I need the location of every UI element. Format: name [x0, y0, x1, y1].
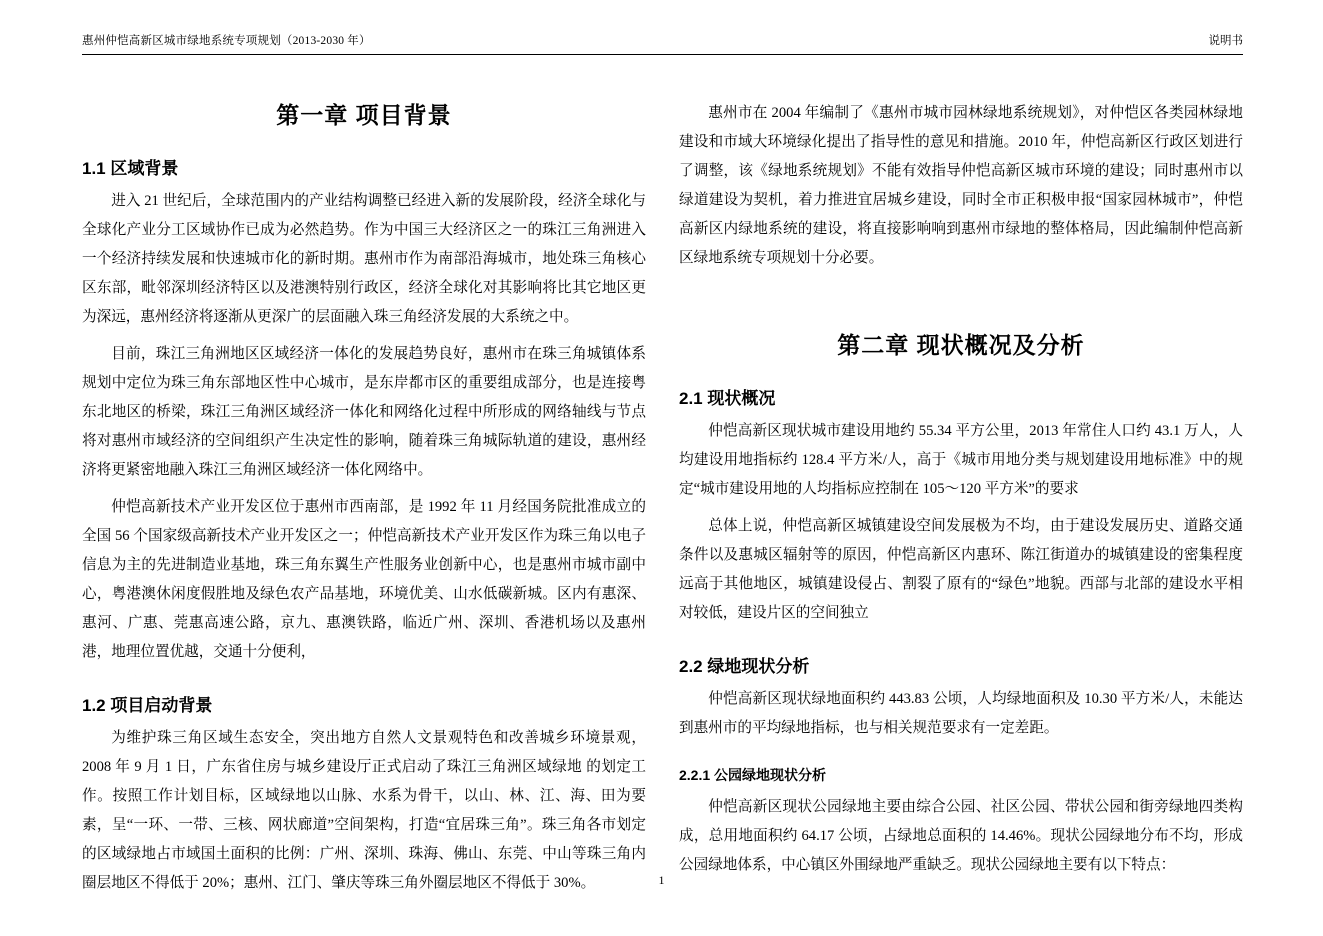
paragraph: 总体上说，仲恺高新区城镇建设空间发展极为不均，由于建设发展历史、道路交通条件以及惠城区辐射等的原因，仲恺高新区内惠环、陈江街道办的城镇建设的密集程度远高于其他地区，城镇建设侵占、割裂了原有的“绿色”地貌。西部与北部的建设水平相对较低，建设片区的空间独立	[679, 518, 1243, 621]
section-1-1-heading: 1.1 区域背景	[82, 159, 179, 178]
paragraph: 仲恺高新区现状绿地面积约 443.83 公顷，人均绿地面积及 10.30 平方米/人，未能达到惠州市的平均绿地指标，也与相关规范要求有一定差距。	[679, 691, 1243, 736]
chapter-2-heading: 第二章 现状概况及分析	[837, 332, 1085, 358]
section-2-2-heading: 2.2 绿地现状分析	[679, 657, 810, 676]
section-1-2-heading: 1.2 项目启动背景	[82, 696, 213, 715]
paragraph: 仲恺高新技术产业开发区位于惠州市西南部，是 1992 年 11 月经国务院批准成立的全国 56 个国家级高新技术产业开发区之一；仲恺高新技术产业开发区作为珠三角以电子信息为主的先进制造业基地，珠三角东翼生产性服务业创新中心，也是惠州市城市副中心，粤港澳休闲度假胜地及绿色农产品基地，环境优美、山水低碳新城。区内有惠深、惠河、广惠、莞惠高速公路，京九、惠澳铁路，临近广州、深圳、香港机场以及惠州港，地理位置优越，交通十分便利，	[82, 499, 646, 660]
paragraph: 为维护珠三角区域生态安全，突出地方自然人文景观特色和改善城乡环境景观，2008 年 9 月 1 日，广东省住房与城乡建设厅正式启动了珠江三角洲区域绿地 的划定工作。按照工作计划目标，区域绿地以山脉、水系为骨干，以山、林、江、海、田为要素，呈“一环、一带、三核、网状廊道”空间架构，打造“宜居珠三角”。珠三角各市划定的区域绿地占市域国土面积的比例：广州、深圳、珠海、佛山、东莞、中山等珠三角内圈层地区不得低于 20%；惠州、江门、肇庆等珠三角外圈层地区不得低于 30%。	[82, 730, 646, 891]
page-number: 1	[658, 873, 665, 887]
page-body	[0, 55, 1323, 906]
header-document-title: 惠州仲恺高新区城市绿地系统专项规划（2013-2030 年）	[82, 35, 371, 47]
paragraph: 进入 21 世纪后，全球范围内的产业结构调整已经进入新的发展阶段，经济全球化与全球化产业分工区域协作已成为必然趋势。作为中国三大经济区之一的珠江三角洲进入一个经济持续发展和快速城市化的新时期。惠州市作为南部沿海城市，地处珠三角核心区东部，毗邻深圳经济特区以及港澳特别行政区，经济全球化对其影响将比其它地区更为深远，惠州经济将逐渐从更深广的层面融入珠三角经济发展的大系统之中。	[82, 193, 646, 325]
paragraph: 目前，珠江三角洲地区区域经济一体化的发展趋势良好，惠州市在珠三角城镇体系规划中定位为珠三角东部地区性中心城市，是东岸都市区的重要组成部分，也是连接粤东北地区的桥梁，珠江三角洲区域经济一体化和网络化过程中所形成的网络轴线与节点将对惠州市域经济的空间组织产生决定性的影响，随着珠三角城际轨道的建设，惠州经济将更紧密地融入珠江三角洲区域经济一体化网络中。	[82, 346, 646, 478]
section-2-1-heading: 2.1 现状概况	[679, 389, 776, 408]
section-2-2-1-heading: 2.2.1 公园绿地现状分析	[679, 767, 827, 783]
paragraph: 仲恺高新区现状城市建设用地约 55.34 平方公里，2013 年常住人口约 43.1 万人，人均建设用地指标约 128.4 平方米/人，高于《城市用地分类与规划建设用地标准》中的规定“城市建设用地的人均指标应控制在 105～120 平方米”的要求	[679, 423, 1243, 497]
page-header	[82, 0, 1243, 55]
left-column	[82, 55, 646, 906]
header-doc-type: 说明书	[1208, 35, 1243, 47]
right-column	[679, 55, 1243, 906]
chapter-1-heading: 第一章 项目背景	[276, 102, 452, 128]
paragraph: 仲恺高新区现状公园绿地主要由综合公园、社区公园、带状公园和街旁绿地四类构成，总用地面积约 64.17 公顷，占绿地总面积的 14.46%。现状公园绿地分布不均，形成公园绿地体系，中心镇区外围绿地严重缺乏。现状公园绿地主要有以下特点：	[679, 799, 1243, 873]
paragraph: 惠州市在 2004 年编制了《惠州市城市园林绿地系统规划》，对仲恺区各类园林绿地建设和市域大环境绿化提出了指导性的意见和措施。2010 年，仲恺高新区行政区划进行了调整，该《绿地系统规划》不能有效指导仲恺高新区城市环境的建设；同时惠州市以绿道建设为契机，着力推进宜居城乡建设，同时全市正积极申报“国家园林城市”，仲恺高新区内绿地系统的建设，将直接影响响到惠州市绿地的整体格局，因此编制仲恺高新区绿地系统专项规划十分必要。	[679, 105, 1243, 266]
